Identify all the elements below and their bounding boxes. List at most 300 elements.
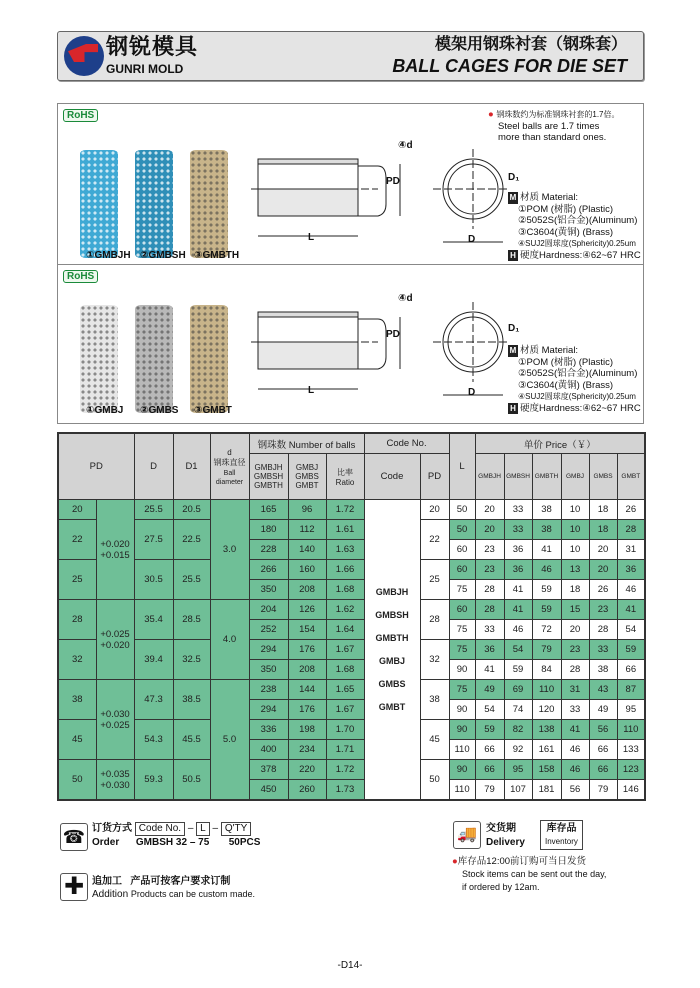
price-cell: 49 <box>475 680 504 700</box>
d1-cell: 28.5 <box>173 600 210 640</box>
hardness: 硬度Hardness:④62~67 HRC <box>520 402 641 414</box>
price-cell: 46 <box>561 740 589 760</box>
price-cell: 146 <box>617 780 645 801</box>
price-cell: 18 <box>561 580 589 600</box>
price-cell: 28 <box>589 620 617 640</box>
l-cell: 60 <box>449 600 475 620</box>
price-cell: 10 <box>561 540 589 560</box>
d1-cell: 50.5 <box>173 760 210 801</box>
dim-d1-label: D₁ <box>508 172 520 183</box>
product-panel-1 <box>57 103 644 265</box>
price-cell: 36 <box>475 640 504 660</box>
balls-a-cell: 165 <box>249 500 288 520</box>
dim-l-label: L <box>308 232 315 243</box>
material-item: ①POM (树脂) (Plastic) <box>518 203 614 215</box>
balls-b-cell: 176 <box>288 700 326 720</box>
balls-b-cell: 176 <box>288 640 326 660</box>
price-cell: 54 <box>617 620 645 640</box>
gmbjh-product-image <box>80 150 118 258</box>
balls-b-cell: 140 <box>288 540 326 560</box>
price-cell: 41 <box>617 600 645 620</box>
price-cell: 41 <box>504 580 532 600</box>
ratio-cell: 1.71 <box>326 740 364 760</box>
code-pd-cell: 28 <box>420 600 449 640</box>
l-cell: 50 <box>449 500 475 520</box>
l-cell: 60 <box>449 560 475 580</box>
price-cell: 23 <box>475 540 504 560</box>
balls-b-cell: 160 <box>288 560 326 580</box>
table-row <box>58 520 645 540</box>
header-ratio-en: Ratio <box>335 477 355 487</box>
pd-cell: 28 <box>58 600 96 640</box>
table-row <box>58 680 645 700</box>
balls-a-cell: 450 <box>249 780 288 801</box>
order-field-l: L <box>196 822 210 836</box>
header-ratio <box>326 454 364 500</box>
header-code: Code <box>364 454 420 500</box>
price-cell: 72 <box>532 620 561 640</box>
price-cell: 46 <box>561 760 589 780</box>
price-cell: 26 <box>589 580 617 600</box>
balls-b-cell: 198 <box>288 720 326 740</box>
delivery-label-cn: 交货期 <box>486 823 516 834</box>
balls-a-cell: 350 <box>249 660 288 680</box>
separator: – <box>189 837 196 848</box>
price-cell: 26 <box>617 500 645 520</box>
addition-text-en: Products can be custom made. <box>130 889 255 899</box>
price-cell: 38 <box>532 500 561 520</box>
ratio-cell: 1.68 <box>326 580 364 600</box>
price-cell: 36 <box>617 560 645 580</box>
l-cell: 90 <box>449 660 475 680</box>
product-label: ③GMBTH <box>194 250 240 261</box>
delivery-note-en: Stock items can be sent out the day, <box>462 869 607 879</box>
price-cell: 120 <box>532 700 561 720</box>
product-label: ②GMBSH <box>140 250 186 261</box>
balls-a-cell: 350 <box>249 580 288 600</box>
price-cell: 36 <box>504 540 532 560</box>
price-cell: 56 <box>561 780 589 801</box>
balls-b-cell: 220 <box>288 760 326 780</box>
l-cell: 75 <box>449 680 475 700</box>
delivery-section <box>486 822 525 850</box>
balls-b-cell: 208 <box>288 660 326 680</box>
header-ball-d-en: Ball diameter <box>215 469 244 486</box>
l-cell: 90 <box>449 720 475 740</box>
price-cell: 181 <box>532 780 561 801</box>
gmbs-product-image <box>135 305 173 413</box>
addition-label-cn: 追加工 <box>92 876 122 887</box>
price-cell: 46 <box>504 620 532 640</box>
price-cell: 74 <box>504 700 532 720</box>
inventory-en: Inventory <box>545 837 578 846</box>
delivery-label-en: Delivery <box>486 837 525 848</box>
price-cell: 31 <box>561 680 589 700</box>
header-d: D <box>134 433 173 500</box>
material-item: ③C3604(黄铜) (Brass) <box>518 226 614 238</box>
price-cell: 46 <box>617 580 645 600</box>
price-cell: 59 <box>532 600 561 620</box>
code-pd-cell: 45 <box>420 720 449 760</box>
l-cell: 50 <box>449 520 475 540</box>
price-cell: 20 <box>589 540 617 560</box>
material-title: 材质 Material: <box>520 192 579 203</box>
delivery-note-en: if ordered by 12am. <box>462 882 540 892</box>
price-cell: 133 <box>617 740 645 760</box>
price-cell: 28 <box>475 600 504 620</box>
rohs-badge: RoHS <box>63 270 98 283</box>
tolerance-cell <box>96 600 134 680</box>
price-cell: 66 <box>589 740 617 760</box>
ball-diameter-cell: 4.0 <box>210 600 249 680</box>
d-cell: 54.3 <box>134 720 173 760</box>
balls-a-cell: 238 <box>249 680 288 700</box>
header-price-col: GMBJ <box>561 454 589 500</box>
balls-b-cell: 234 <box>288 740 326 760</box>
header-code-no: Code No. <box>364 433 449 454</box>
d-cell: 25.5 <box>134 500 173 520</box>
ratio-cell: 1.72 <box>326 500 364 520</box>
ratio-cell: 1.67 <box>326 640 364 660</box>
tolerance-lower: +0.020 <box>100 639 130 651</box>
price-cell: 10 <box>561 500 589 520</box>
balls-a-cell: 294 <box>249 640 288 660</box>
page-title-cn: 模架用钢珠衬套（钢珠套） <box>434 36 627 53</box>
price-cell: 18 <box>589 520 617 540</box>
balls-a-cell: 252 <box>249 620 288 640</box>
tolerance-upper: +0.020 <box>100 538 130 550</box>
header-price-col: GMBS <box>589 454 617 500</box>
tolerance-lower: +0.015 <box>100 549 130 561</box>
telephone-icon: ☎ <box>60 823 88 851</box>
ratio-cell: 1.64 <box>326 620 364 640</box>
product-panel-2 <box>57 264 644 424</box>
warning-icon: ● <box>452 856 458 867</box>
price-cell: 28 <box>561 660 589 680</box>
price-cell: 43 <box>589 680 617 700</box>
material-icon: M <box>509 346 517 355</box>
code-pd-cell: 22 <box>420 520 449 560</box>
price-cell: 18 <box>589 500 617 520</box>
price-cell: 59 <box>504 660 532 680</box>
material-item: ②5052S(铝合金)(Aluminum) <box>518 215 638 226</box>
price-cell: 41 <box>504 600 532 620</box>
ratio-cell: 1.72 <box>326 760 364 780</box>
price-cell: 33 <box>475 620 504 640</box>
separator: – <box>187 823 194 834</box>
price-cell: 28 <box>475 580 504 600</box>
code-item: GMBS <box>378 678 406 689</box>
addition-section <box>92 875 255 901</box>
logo-en: GUNRI MOLD <box>106 62 184 76</box>
ratio-cell: 1.61 <box>326 520 364 540</box>
pd-cell: 38 <box>58 680 96 720</box>
price-cell: 36 <box>504 560 532 580</box>
price-cell: 10 <box>561 520 589 540</box>
price-cell: 23 <box>561 640 589 660</box>
price-cell: 66 <box>617 660 645 680</box>
price-cell: 54 <box>475 700 504 720</box>
balls-b-cell: 96 <box>288 500 326 520</box>
material-icon: M <box>509 193 517 202</box>
l-cell: 75 <box>449 640 475 660</box>
price-cell: 54 <box>504 640 532 660</box>
d-cell: 59.3 <box>134 760 173 801</box>
balls-a-cell: 294 <box>249 700 288 720</box>
header-price-col: GMBT <box>617 454 645 500</box>
material-item: ③C3604(黄铜) (Brass) <box>518 379 614 391</box>
table-row <box>58 600 645 620</box>
code-pd-cell: 25 <box>420 560 449 600</box>
dim-ball-d-label: ④d <box>398 140 413 151</box>
code-item: GMBTH <box>375 632 409 643</box>
price-cell: 110 <box>617 720 645 740</box>
code-item: GMBT <box>378 701 406 712</box>
order-section <box>92 822 260 850</box>
order-field-code: Code No. <box>135 822 185 836</box>
ball-count-note <box>488 109 643 144</box>
tolerance-cell <box>96 760 134 801</box>
material-item: ④SUJ2圆球度(Sphericity)0.25um <box>518 392 636 401</box>
price-cell: 15 <box>561 600 589 620</box>
price-cell: 79 <box>589 780 617 801</box>
l-cell: 110 <box>449 780 475 801</box>
ball-diameter-cell: 5.0 <box>210 680 249 801</box>
dim-d-label: D <box>468 234 476 245</box>
ratio-cell: 1.65 <box>326 680 364 700</box>
balls-a-cell: 204 <box>249 600 288 620</box>
dim-d1-label: D₁ <box>508 323 520 334</box>
price-cell: 95 <box>617 700 645 720</box>
logo-cn: 钢锐模具 <box>106 34 199 59</box>
page-number: -D14- <box>337 960 363 971</box>
gmbt-product-image <box>190 305 228 413</box>
price-cell: 33 <box>504 520 532 540</box>
price-cell: 41 <box>475 660 504 680</box>
material-spec <box>508 345 643 414</box>
product-label: ①GMBJ <box>86 405 124 416</box>
dim-pd-label: PD <box>386 176 400 187</box>
product-label: ②GMBS <box>140 405 179 416</box>
price-cell: 59 <box>617 640 645 660</box>
header-pd: PD <box>58 433 134 500</box>
order-field-qty: Q'TY <box>221 822 251 836</box>
pd-cell: 45 <box>58 720 96 760</box>
pd-cell: 20 <box>58 500 96 520</box>
product-label: ①GMBJH <box>86 250 131 261</box>
ratio-cell: 1.66 <box>326 560 364 580</box>
d1-cell: 20.5 <box>173 500 210 520</box>
table-row <box>58 560 645 580</box>
price-cell: 20 <box>475 500 504 520</box>
d-cell: 39.4 <box>134 640 173 680</box>
d1-cell: 45.5 <box>173 720 210 760</box>
price-cell: 41 <box>561 720 589 740</box>
page-title: BALL CAGES FOR DIE SET <box>392 56 627 76</box>
spec-price-table <box>57 432 646 801</box>
pd-cell: 32 <box>58 640 96 680</box>
code-pd-cell: 50 <box>420 760 449 801</box>
price-cell: 41 <box>532 540 561 560</box>
page-header <box>57 31 644 81</box>
price-cell: 38 <box>589 660 617 680</box>
material-title: 材质 Material: <box>520 345 579 356</box>
price-cell: 66 <box>589 760 617 780</box>
price-cell: 87 <box>617 680 645 700</box>
ratio-cell: 1.67 <box>326 700 364 720</box>
d1-cell: 32.5 <box>173 640 210 680</box>
price-cell: 20 <box>561 620 589 640</box>
table-row <box>58 500 645 520</box>
balls-b-cell: 126 <box>288 600 326 620</box>
header-ball-diameter <box>210 433 249 500</box>
code-pd-cell: 20 <box>420 500 449 520</box>
ratio-cell: 1.70 <box>326 720 364 740</box>
price-cell: 31 <box>617 540 645 560</box>
header-ball-d: d <box>227 447 232 457</box>
table-row <box>58 720 645 740</box>
ball-diameter-cell: 3.0 <box>210 500 249 600</box>
balls-b-cell: 144 <box>288 680 326 700</box>
price-cell: 66 <box>475 760 504 780</box>
inventory-badge <box>540 820 583 850</box>
balls-b-cell: 112 <box>288 520 326 540</box>
code-list-cell <box>364 500 420 801</box>
inventory-cn: 库存品 <box>546 823 577 834</box>
price-cell: 56 <box>589 720 617 740</box>
price-cell: 33 <box>504 500 532 520</box>
warning-icon: ● <box>488 109 494 120</box>
balls-a-cell: 228 <box>249 540 288 560</box>
delivery-note <box>452 856 606 894</box>
table-row <box>58 760 645 780</box>
gmbsh-product-image <box>135 150 173 258</box>
balls-b-cell: 154 <box>288 620 326 640</box>
price-cell: 13 <box>561 560 589 580</box>
order-label-en: Order <box>92 837 120 848</box>
dim-ball-d-label: ④d <box>398 293 413 304</box>
price-cell: 79 <box>475 780 504 801</box>
tolerance-upper: +0.025 <box>100 628 130 640</box>
header-ball-d-cn: 钢珠直径 <box>213 457 246 467</box>
note-en: more than standard ones. <box>498 132 607 143</box>
addition-text-cn: 产品可按客户要求订制 <box>130 876 231 887</box>
delivery-note-cn: 库存品12:00前订购可当日发货 <box>457 856 587 867</box>
material-item: ①POM (树脂) (Plastic) <box>518 356 614 368</box>
price-cell: 107 <box>504 780 532 801</box>
d-cell: 35.4 <box>134 600 173 640</box>
hardness: 硬度Hardness:④62~67 HRC <box>520 249 641 261</box>
note-en: Steel balls are 1.7 times <box>498 120 600 132</box>
d1-cell: 38.5 <box>173 680 210 720</box>
balls-a-cell: 336 <box>249 720 288 740</box>
header-code-pd: PD <box>420 454 449 500</box>
price-cell: 23 <box>475 560 504 580</box>
tolerance-lower: +0.025 <box>100 719 130 731</box>
balls-b-cell: 260 <box>288 780 326 801</box>
balls-b-cell: 208 <box>288 580 326 600</box>
tolerance-cell <box>96 680 134 760</box>
price-cell: 123 <box>617 760 645 780</box>
header-ratio-cn: 比率 <box>337 467 354 477</box>
d1-cell: 22.5 <box>173 520 210 560</box>
price-cell: 59 <box>532 580 561 600</box>
separator: – <box>212 823 219 834</box>
code-item: GMBSH <box>375 609 409 620</box>
price-cell: 20 <box>475 520 504 540</box>
price-cell: 49 <box>589 700 617 720</box>
tolerance-cell <box>96 500 134 600</box>
order-example-code: GMBSH 32 <box>135 837 188 848</box>
header-d1: D1 <box>173 433 210 500</box>
price-cell: 95 <box>504 760 532 780</box>
balls-a-cell: 266 <box>249 560 288 580</box>
order-label-cn: 订货方式 <box>92 823 132 834</box>
d1-cell: 25.5 <box>173 560 210 600</box>
material-item: ②5052S(铝合金)(Aluminum) <box>518 368 638 379</box>
price-cell: 161 <box>532 740 561 760</box>
header-price: 单价 Price（￥） <box>475 433 645 454</box>
price-cell: 110 <box>532 680 561 700</box>
l-cell: 75 <box>449 620 475 640</box>
tolerance-lower: +0.030 <box>100 779 130 791</box>
d-cell: 30.5 <box>134 560 173 600</box>
price-cell: 66 <box>475 740 504 760</box>
price-cell: 33 <box>589 640 617 660</box>
price-cell: 20 <box>589 560 617 580</box>
price-cell: 138 <box>532 720 561 740</box>
material-spec <box>508 192 643 261</box>
price-cell: 158 <box>532 760 561 780</box>
price-cell: 38 <box>532 520 561 540</box>
pd-cell: 22 <box>58 520 96 560</box>
hardness-icon: H <box>508 403 518 415</box>
l-cell: 60 <box>449 540 475 560</box>
code-item: GMBJ <box>379 655 406 666</box>
ratio-cell: 1.68 <box>326 660 364 680</box>
ratio-cell: 1.73 <box>326 780 364 801</box>
order-example-l: 75 <box>198 837 210 848</box>
gmbj-product-image <box>80 305 118 413</box>
l-cell: 90 <box>449 760 475 780</box>
table-row <box>58 640 645 660</box>
price-cell: 46 <box>532 560 561 580</box>
code-pd-cell: 38 <box>420 680 449 720</box>
balls-a-cell: 400 <box>249 740 288 760</box>
header-price-col: GMBTH <box>532 454 561 500</box>
truck-icon: 🚚 <box>453 821 481 849</box>
price-cell: 82 <box>504 720 532 740</box>
header-price-col: GMBJH <box>475 454 504 500</box>
plus-icon: ✚ <box>60 873 88 901</box>
header-balls: 钢珠数 Number of balls <box>249 433 364 454</box>
price-cell: 23 <box>589 600 617 620</box>
ratio-cell: 1.62 <box>326 600 364 620</box>
price-cell: 28 <box>617 520 645 540</box>
header-price-col: GMBSH <box>504 454 532 500</box>
code-pd-cell: 32 <box>420 640 449 680</box>
dim-d-label: D <box>468 387 476 398</box>
balls-a-cell: 180 <box>249 520 288 540</box>
rohs-badge: RoHS <box>63 109 98 122</box>
dim-l-label: L <box>308 385 315 396</box>
material-item: ④SUJ2圆球度(Sphericity)0.25um <box>518 239 636 248</box>
price-cell: 59 <box>475 720 504 740</box>
l-cell: 75 <box>449 580 475 600</box>
hardness-icon: H <box>508 250 518 262</box>
order-example-qty: 50PCS <box>228 837 261 848</box>
d-cell: 47.3 <box>134 680 173 720</box>
